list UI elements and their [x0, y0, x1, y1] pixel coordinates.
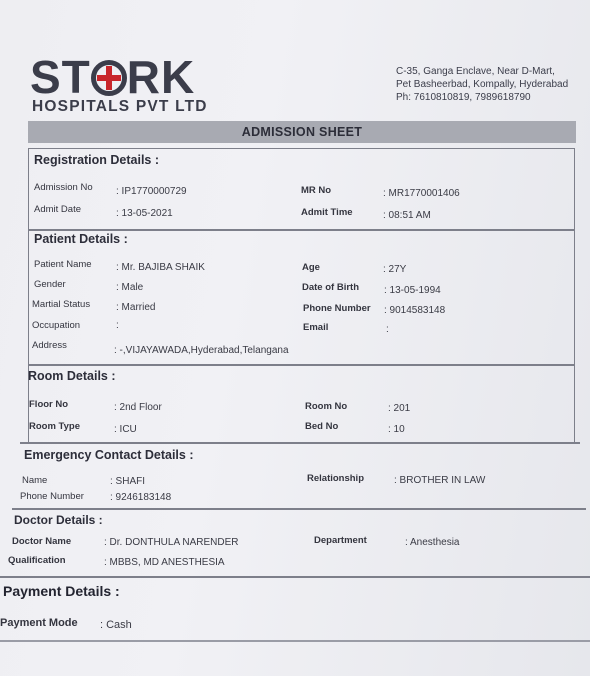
address-phone: Ph: 7610810819, 7989618790 — [396, 92, 531, 103]
occupation-label: Occupation — [32, 320, 81, 331]
floor-no-value: : 2nd Floor — [114, 402, 162, 413]
address-line-2: Pet Basheerbad, Kompally, Hyderabad — [396, 79, 569, 90]
hospital-logo: ST RK — [30, 51, 196, 103]
age-label: Age — [302, 262, 320, 273]
divider — [28, 364, 574, 366]
department-label: Department — [314, 535, 367, 546]
marital-status-label: Martial Status — [32, 299, 91, 310]
divider — [0, 640, 590, 642]
divider — [28, 229, 574, 231]
title-bar — [28, 121, 576, 143]
relationship-value: : BROTHER IN LAW — [394, 475, 486, 486]
room-heading: Room Details : — [28, 369, 116, 383]
divider — [12, 508, 586, 510]
patient-heading: Patient Details : — [34, 232, 128, 246]
gender-label: Gender — [34, 279, 66, 290]
gender-value: : Male — [116, 282, 144, 293]
patient-name-label: Patient Name — [34, 259, 92, 270]
emergency-name-label: Name — [22, 475, 48, 486]
registration-heading: Registration Details : — [34, 153, 160, 167]
relationship-label: Relationship — [307, 473, 365, 484]
admit-time-label: Admit Time — [301, 207, 353, 218]
emergency-heading: Emergency Contact Details : — [24, 448, 194, 462]
qualification-label: Qualification — [8, 555, 66, 566]
room-no-label: Room No — [305, 401, 348, 412]
admit-date-value: : 13-05-2021 — [116, 208, 173, 219]
divider — [20, 442, 580, 444]
floor-no-label: Floor No — [29, 399, 69, 410]
email-label: Email — [303, 322, 329, 333]
emergency-name-value: : SHAFI — [110, 476, 146, 487]
admission-no-value: : IP1770000729 — [116, 186, 187, 197]
room-no-value: : 201 — [388, 403, 411, 414]
bed-no-label: Bed No — [305, 421, 339, 432]
email-value: : — [386, 324, 389, 335]
page-title: ADMISSION SHEET — [241, 125, 363, 139]
payment-mode-value: : Cash — [100, 619, 132, 631]
payment-mode-label: Payment Mode — [0, 617, 78, 629]
doctor-name-value: : Dr. DONTHULA NARENDER — [104, 537, 239, 548]
room-type-label: Room Type — [29, 421, 81, 432]
mr-no-value: : MR1770001406 — [383, 188, 460, 199]
admission-no-label: Admission No — [34, 182, 93, 193]
hospital-subtitle: HOSPITALS PVT LTD — [32, 98, 208, 115]
room-type-value: : ICU — [114, 424, 137, 435]
age-value: : 27Y — [383, 264, 407, 275]
divider — [0, 576, 590, 578]
payment-heading: Payment Details : — [3, 583, 120, 599]
bed-no-value: : 10 — [388, 424, 405, 435]
admit-date-label: Admit Date — [34, 204, 81, 215]
address-line-1: C-35, Ganga Enclave, Near D-Mart, — [396, 66, 555, 77]
doctor-name-label: Doctor Name — [12, 536, 72, 547]
admit-time-value: : 08:51 AM — [383, 210, 431, 221]
dob-value: : 13-05-1994 — [384, 285, 441, 296]
dob-label: Date of Birth — [302, 282, 359, 293]
patient-name-value: : Mr. BAJIBA SHAIK — [116, 262, 205, 273]
doctor-heading: Doctor Details : — [14, 513, 103, 527]
qualification-value: : MBBS, MD ANESTHESIA — [104, 557, 225, 568]
department-value: : Anesthesia — [405, 537, 460, 548]
address-value: : -,VIJAYAWADA,Hyderabad,Telangana — [114, 345, 289, 356]
emergency-phone-value: : 9246183148 — [110, 492, 172, 503]
stork-cross-icon — [91, 57, 127, 93]
marital-status-value: : Married — [116, 302, 156, 313]
phone-label: Phone Number — [303, 303, 371, 314]
phone-value: : 9014583148 — [384, 305, 446, 316]
occupation-value: : — [116, 320, 119, 331]
address-label: Address — [32, 340, 67, 351]
emergency-phone-label: Phone Number — [20, 491, 84, 502]
mr-no-label: MR No — [301, 185, 332, 196]
